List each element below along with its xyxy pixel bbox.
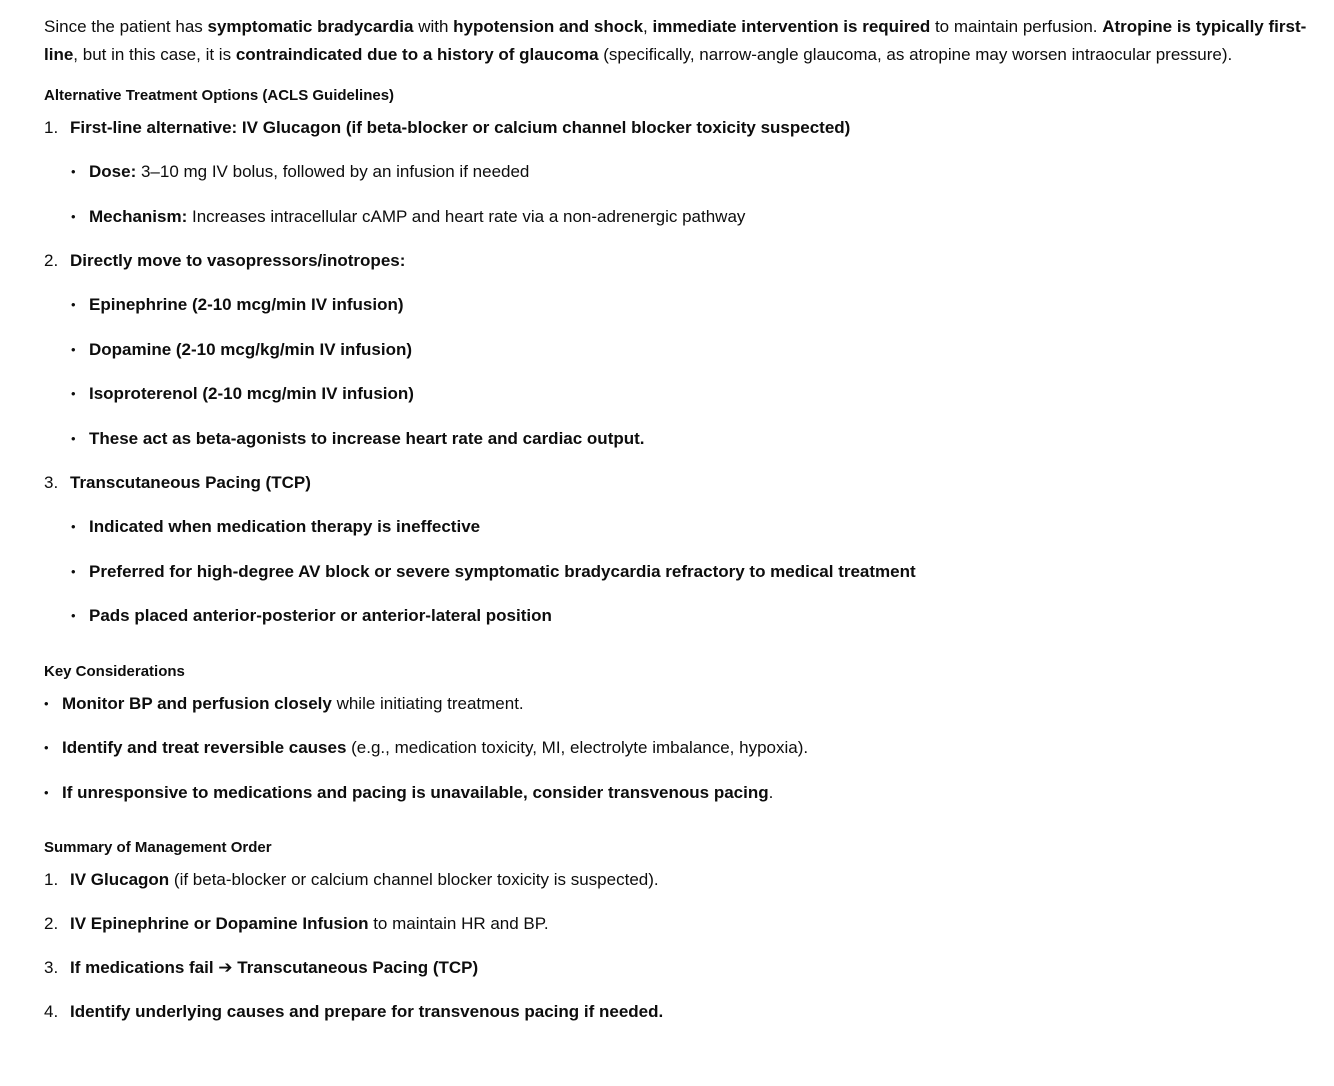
intro-text: Since the patient has xyxy=(44,17,208,36)
sub-list-item xyxy=(71,150,1334,195)
list-item-title-text: Directly move to vasopressors/inotropes: xyxy=(70,251,406,270)
list-item-line xyxy=(44,990,1334,1034)
sub-item-bold: Dopamine (2-10 mcg/kg/min IV infusion) xyxy=(89,339,413,359)
list-item xyxy=(44,946,1334,990)
sub-item-text: 3–10 mg IV bolus, followed by an infusion if needed xyxy=(136,162,530,181)
sub-item-bold: Mechanism: xyxy=(89,206,188,226)
intro-text: to maintain perfusion. xyxy=(930,17,1103,36)
list-item xyxy=(44,106,1334,239)
intro-bold: Atropine is typically first-line xyxy=(44,17,1307,64)
intro-text: with xyxy=(413,17,454,36)
key-considerations-list xyxy=(44,682,1334,816)
section-heading-summary: Summary of Management Order xyxy=(44,839,272,856)
sub-item-bold: Indicated when medication therapy is ineffective xyxy=(89,517,481,536)
list-item xyxy=(44,461,1334,639)
list-item xyxy=(44,239,1334,461)
list-item-title-text: Transcutaneous Pacing (TCP) xyxy=(70,473,311,492)
list-item-bold: Monitor BP and perfusion closely xyxy=(62,693,332,713)
alternatives-list xyxy=(44,106,1334,639)
bullet-icon: • xyxy=(71,430,76,446)
intro-text: , xyxy=(643,17,653,36)
sub-list-item xyxy=(71,594,1334,639)
list-item-text: (if beta-blocker or calcium channel blocker toxicity is suspected). xyxy=(169,870,659,889)
intro-bold: symptomatic bradycardia xyxy=(207,17,414,36)
list-number: 3. xyxy=(44,958,59,977)
list-number: 1. xyxy=(44,118,59,137)
list-item-line xyxy=(44,946,1334,990)
list-item-bold: If medications fail ➔ Transcutaneous Pacing (TCP) xyxy=(70,958,479,977)
list-item-title xyxy=(44,239,1334,283)
list-item xyxy=(44,726,1334,771)
bullet-icon: • xyxy=(71,297,76,312)
list-number: 4. xyxy=(44,1002,59,1021)
sub-item-bold: Isoproterenol (2-10 mcg/min IV infusion) xyxy=(89,384,414,403)
sub-list xyxy=(70,505,1334,639)
list-number: 1. xyxy=(44,870,59,889)
list-number: 2. xyxy=(44,251,59,270)
list-item xyxy=(44,771,1334,816)
sub-item-bold: These act as beta-agonists to increase heart rate and cardiac output. xyxy=(89,428,645,448)
sub-item-bold: Dose: xyxy=(89,162,137,181)
summary-list xyxy=(44,858,1334,1034)
list-item-text: (e.g., medication toxicity, MI, electrolyte imbalance, hypoxia). xyxy=(346,738,809,757)
bullet-icon: • xyxy=(44,695,49,711)
sub-list-item xyxy=(71,372,1334,417)
list-item-text: to maintain HR and BP. xyxy=(368,914,549,933)
bullet-icon: • xyxy=(71,386,76,401)
bullet-icon: • xyxy=(71,164,76,179)
list-number: 2. xyxy=(44,914,59,933)
intro-paragraph xyxy=(44,13,1324,69)
section-heading-alternatives: Alternative Treatment Options (ACLS Guidelines) xyxy=(44,87,395,104)
intro-bold: hypotension and shock xyxy=(453,17,644,36)
sub-list-item xyxy=(71,195,1334,240)
intro-text: (specifically, narrow-angle glaucoma, as atropine may worsen intraocular pressure). xyxy=(598,45,1233,64)
list-item xyxy=(44,682,1334,727)
intro-bold: immediate intervention is required xyxy=(652,17,931,36)
list-item-line xyxy=(44,902,1334,946)
bullet-icon: • xyxy=(71,563,76,579)
sub-list-item xyxy=(71,328,1334,373)
bullet-icon: • xyxy=(71,519,76,534)
sub-item-bold: Preferred for high-degree AV block or severe symptomatic bradycardia refractory to medical treatment xyxy=(89,561,916,581)
list-item xyxy=(44,902,1334,946)
list-item-bold: Identify underlying causes and prepare for transvenous pacing if needed. xyxy=(70,1002,664,1021)
sub-list xyxy=(70,283,1334,461)
bullet-icon: • xyxy=(44,784,49,800)
list-item-bold: IV Glucagon xyxy=(70,870,170,889)
list-item-title-text: First-line alternative: IV Glucagon (if beta-blocker or calcium channel blocker toxicity suspected) xyxy=(70,118,851,137)
list-item-text: . xyxy=(768,782,774,802)
sub-list-item xyxy=(71,283,1334,328)
list-item-title xyxy=(44,106,1334,150)
section-heading-key-considerations: Key Considerations xyxy=(44,662,185,680)
sub-item-bold: Pads placed anterior-posterior or anterior-lateral position xyxy=(89,606,552,625)
list-item-bold: Identify and treat reversible causes xyxy=(62,738,347,757)
list-item-line xyxy=(44,858,1334,902)
list-number: 3. xyxy=(44,473,59,492)
list-item xyxy=(44,990,1334,1034)
sub-list-item xyxy=(71,550,1334,595)
sub-list-item xyxy=(71,417,1334,462)
bullet-icon: • xyxy=(71,208,76,224)
intro-text: , but in this case, it is xyxy=(73,45,236,64)
bullet-icon: • xyxy=(71,608,76,623)
sub-list-item xyxy=(71,505,1334,550)
list-item-bold: IV Epinephrine or Dopamine Infusion xyxy=(70,914,369,933)
intro-bold: contraindicated due to a history of glaucoma xyxy=(235,45,599,64)
list-item-title xyxy=(44,461,1334,505)
list-item-text: while initiating treatment. xyxy=(331,693,524,713)
sub-item-text: Increases intracellular cAMP and heart rate via a non-adrenergic pathway xyxy=(187,206,746,226)
bullet-icon: • xyxy=(71,341,76,357)
bullet-icon: • xyxy=(44,740,49,755)
list-item xyxy=(44,858,1334,902)
sub-item-bold: Epinephrine (2-10 mcg/min IV infusion) xyxy=(89,295,404,314)
sub-list xyxy=(70,150,1334,239)
list-item-bold: If unresponsive to medications and pacing is unavailable, consider transvenous pacing xyxy=(62,782,769,802)
